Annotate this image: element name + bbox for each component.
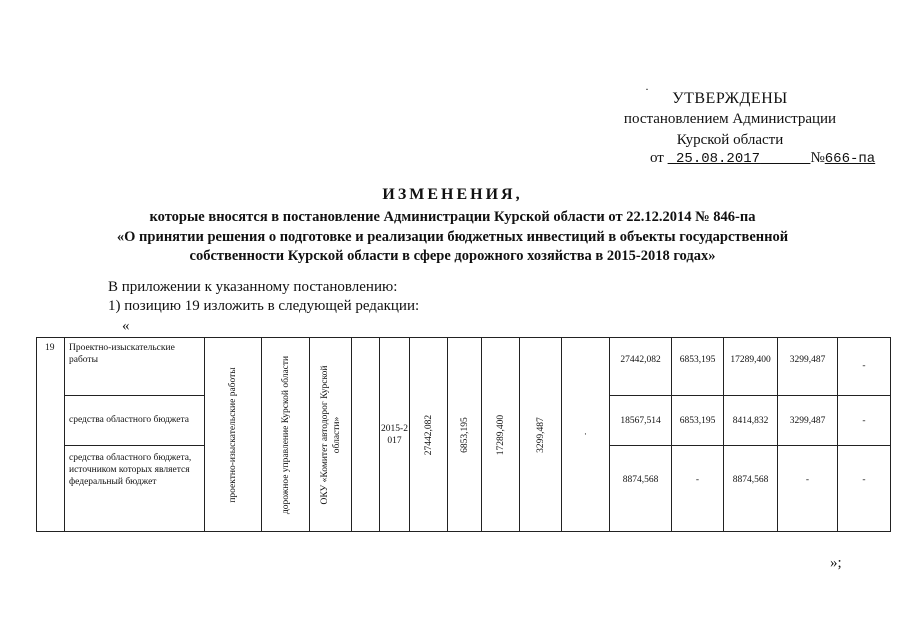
work-type-cell bbox=[205, 338, 262, 532]
value: 18567,514 bbox=[610, 396, 672, 446]
work-type: проектно-изыскательские работы bbox=[228, 366, 238, 503]
row-name: средства областного бюджета, источником которых является федеральный бюджет bbox=[65, 446, 205, 532]
date-prefix: от bbox=[650, 150, 664, 166]
value: 3299,487 bbox=[778, 338, 838, 396]
year-2017: 3299,487 bbox=[535, 416, 546, 453]
year-2015: 6853,195 bbox=[459, 416, 470, 453]
intro-line-2: 1) позицию 19 изложить в следующей редакции: bbox=[108, 298, 420, 314]
intro-line-1: В приложении к указанному постановлению: bbox=[108, 279, 398, 295]
dot-cell: · bbox=[562, 338, 610, 532]
row-name: средства областного бюджета bbox=[65, 396, 205, 446]
approved-line-2: Курской области bbox=[676, 132, 784, 148]
y2016-cell bbox=[482, 338, 520, 532]
value: 8414,832 bbox=[724, 396, 778, 446]
value: 6853,195 bbox=[672, 396, 724, 446]
y2017-cell bbox=[520, 338, 562, 532]
document-title: ИЗМЕНЕНИЯ, bbox=[382, 186, 523, 203]
developer: ОКУ «Комитет автодорог Курской области» bbox=[319, 365, 342, 504]
value: - bbox=[778, 446, 838, 532]
document-subtitle-1: которые вносятся в постановление Администрации Курской области от 22.12.2014 № 846-па bbox=[149, 209, 756, 225]
empty-cell bbox=[352, 338, 380, 532]
quote-open: « bbox=[122, 318, 130, 334]
approved-line-1: постановлением Администрации bbox=[623, 111, 837, 127]
value: 27442,082 bbox=[610, 338, 672, 396]
customer-cell bbox=[262, 338, 310, 532]
year-2016: 17289,400 bbox=[495, 414, 506, 455]
developer-cell bbox=[310, 338, 352, 532]
number-prefix: № bbox=[810, 150, 825, 166]
document-subtitle-3: собственности Курской области в сфере дорожного хозяйства в 2015-2018 годах» bbox=[189, 248, 716, 264]
quote-close: »; bbox=[830, 555, 842, 571]
y2015-cell bbox=[448, 338, 482, 532]
approval-date: 25.08.2017 bbox=[676, 151, 761, 167]
stray-mark: · bbox=[645, 82, 649, 96]
table-row bbox=[37, 338, 891, 396]
period: 2015-2017 bbox=[380, 338, 410, 532]
total: 27442,082 bbox=[423, 414, 434, 455]
investment-table bbox=[36, 337, 891, 532]
value: - bbox=[838, 446, 891, 532]
value: - bbox=[672, 446, 724, 532]
row-name: Проектно-изыскательские работы bbox=[65, 338, 205, 396]
value: - bbox=[838, 338, 891, 396]
approval-block bbox=[600, 88, 860, 151]
value: 8874,568 bbox=[724, 446, 778, 532]
value: 3299,487 bbox=[778, 396, 838, 446]
value: 8874,568 bbox=[610, 446, 672, 532]
value: 6853,195 bbox=[672, 338, 724, 396]
approval-date-line bbox=[650, 150, 875, 167]
customer: дорожное управление Курской области bbox=[280, 355, 291, 514]
document-subtitle-2: «О принятии решения о подготовке и реализации бюджетных инвестиций в объекты государственной bbox=[116, 229, 789, 245]
total-cell bbox=[410, 338, 448, 532]
approval-number: 666-па bbox=[824, 151, 876, 167]
value: - bbox=[838, 396, 891, 446]
approved-title: УТВЕРЖДЕНЫ bbox=[672, 90, 788, 107]
position-number: 19 bbox=[37, 338, 65, 532]
value: 17289,400 bbox=[724, 338, 778, 396]
